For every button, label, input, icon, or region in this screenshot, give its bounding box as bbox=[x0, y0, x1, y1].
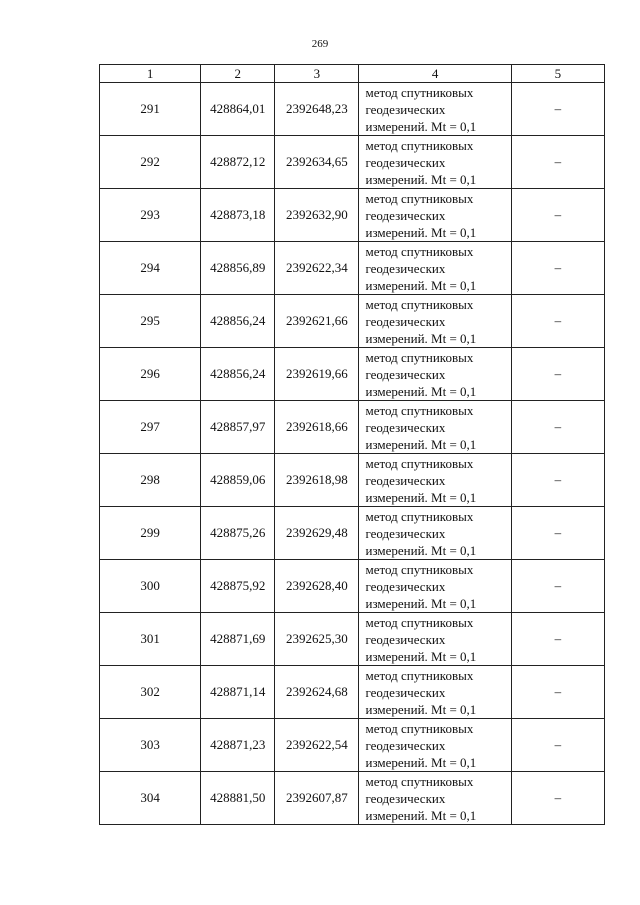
method-line: измерений. Mt = 0,1 bbox=[365, 701, 477, 717]
note-cell: – bbox=[511, 189, 604, 242]
point-number-cell: 299 bbox=[100, 507, 201, 560]
method-line: измерений. Mt = 0,1 bbox=[365, 224, 477, 240]
y-coordinate-cell: 2392621,66 bbox=[275, 295, 359, 348]
point-number-cell: 303 bbox=[100, 719, 201, 772]
method-line: геодезических bbox=[365, 313, 446, 329]
method-line: метод спутниковых bbox=[365, 561, 474, 577]
y-coordinate-cell: 2392618,66 bbox=[275, 401, 359, 454]
method-line: геодезических bbox=[365, 684, 446, 700]
method-line: геодезических bbox=[365, 737, 446, 753]
method-line: геодезических bbox=[365, 419, 446, 435]
table-row bbox=[100, 242, 605, 295]
x-coordinate-cell: 428875,92 bbox=[201, 560, 275, 613]
point-number-cell: 297 bbox=[100, 401, 201, 454]
method-line: измерений. Mt = 0,1 bbox=[365, 807, 477, 823]
method-line: метод спутниковых bbox=[365, 402, 474, 418]
x-coordinate-cell: 428881,50 bbox=[201, 772, 275, 825]
method-line: метод спутниковых bbox=[365, 190, 474, 206]
method-line: измерений. Mt = 0,1 bbox=[365, 277, 477, 293]
page-number: 269 bbox=[311, 38, 329, 50]
note-cell: – bbox=[511, 719, 604, 772]
point-number-cell: 292 bbox=[100, 136, 201, 189]
method-line: измерений. Mt = 0,1 bbox=[365, 489, 477, 505]
note-cell: – bbox=[511, 83, 604, 136]
y-coordinate-cell: 2392622,54 bbox=[275, 719, 359, 772]
note-cell: – bbox=[511, 772, 604, 825]
x-coordinate-cell: 428872,12 bbox=[201, 136, 275, 189]
method-line: метод спутниковых bbox=[365, 84, 474, 100]
method-line: метод спутниковых bbox=[365, 349, 474, 365]
method-line: измерений. Mt = 0,1 bbox=[365, 595, 477, 611]
x-coordinate-cell: 428857,97 bbox=[201, 401, 275, 454]
note-cell: – bbox=[511, 613, 604, 666]
method-cell bbox=[359, 348, 511, 401]
point-number-cell: 300 bbox=[100, 560, 201, 613]
y-coordinate-cell: 2392625,30 bbox=[275, 613, 359, 666]
table-row bbox=[100, 348, 605, 401]
method-line: геодезических bbox=[365, 154, 446, 170]
method-cell bbox=[359, 242, 511, 295]
table-row bbox=[100, 136, 605, 189]
table-row bbox=[100, 401, 605, 454]
method-line: метод спутниковых bbox=[365, 137, 474, 153]
method-cell bbox=[359, 454, 511, 507]
method-cell bbox=[359, 560, 511, 613]
method-line: метод спутниковых bbox=[365, 667, 474, 683]
method-line: метод спутниковых bbox=[365, 720, 474, 736]
note-cell: – bbox=[511, 560, 604, 613]
note-cell: – bbox=[511, 242, 604, 295]
method-line: метод спутниковых bbox=[365, 243, 474, 259]
method-cell bbox=[359, 507, 511, 560]
table-row bbox=[100, 772, 605, 825]
method-cell bbox=[359, 295, 511, 348]
y-coordinate-cell: 2392624,68 bbox=[275, 666, 359, 719]
method-line: измерений. Mt = 0,1 bbox=[365, 118, 477, 134]
method-cell bbox=[359, 83, 511, 136]
y-coordinate-cell: 2392632,90 bbox=[275, 189, 359, 242]
note-cell: – bbox=[511, 348, 604, 401]
method-line: геодезических bbox=[365, 207, 446, 223]
point-number-cell: 301 bbox=[100, 613, 201, 666]
method-line: метод спутниковых bbox=[365, 296, 474, 312]
table-row bbox=[100, 507, 605, 560]
column-header-2: 2 bbox=[201, 65, 275, 83]
method-line: метод спутниковых bbox=[365, 455, 474, 471]
table-row bbox=[100, 83, 605, 136]
x-coordinate-cell: 428864,01 bbox=[201, 83, 275, 136]
table-row bbox=[100, 454, 605, 507]
x-coordinate-cell: 428856,24 bbox=[201, 348, 275, 401]
y-coordinate-cell: 2392628,40 bbox=[275, 560, 359, 613]
coordinates-table bbox=[99, 64, 605, 825]
x-coordinate-cell: 428859,06 bbox=[201, 454, 275, 507]
point-number-cell: 291 bbox=[100, 83, 201, 136]
x-coordinate-cell: 428875,26 bbox=[201, 507, 275, 560]
table-header-row bbox=[100, 65, 605, 83]
method-cell bbox=[359, 136, 511, 189]
table-body bbox=[100, 83, 605, 825]
note-cell: – bbox=[511, 454, 604, 507]
method-line: измерений. Mt = 0,1 bbox=[365, 542, 477, 558]
method-line: геодезических bbox=[365, 790, 446, 806]
point-number-cell: 298 bbox=[100, 454, 201, 507]
method-line: геодезических bbox=[365, 578, 446, 594]
method-cell bbox=[359, 189, 511, 242]
method-line: геодезических bbox=[365, 472, 446, 488]
x-coordinate-cell: 428873,18 bbox=[201, 189, 275, 242]
table-row bbox=[100, 189, 605, 242]
method-cell bbox=[359, 719, 511, 772]
method-line: измерений. Mt = 0,1 bbox=[365, 330, 477, 346]
note-cell: – bbox=[511, 507, 604, 560]
method-cell bbox=[359, 401, 511, 454]
method-line: геодезических bbox=[365, 631, 446, 647]
method-cell bbox=[359, 772, 511, 825]
y-coordinate-cell: 2392622,34 bbox=[275, 242, 359, 295]
method-line: метод спутниковых bbox=[365, 773, 474, 789]
column-header-1: 1 bbox=[100, 65, 201, 83]
y-coordinate-cell: 2392607,87 bbox=[275, 772, 359, 825]
method-cell bbox=[359, 666, 511, 719]
table-row bbox=[100, 613, 605, 666]
column-header-5: 5 bbox=[511, 65, 604, 83]
y-coordinate-cell: 2392618,98 bbox=[275, 454, 359, 507]
y-coordinate-cell: 2392648,23 bbox=[275, 83, 359, 136]
note-cell: – bbox=[511, 666, 604, 719]
point-number-cell: 304 bbox=[100, 772, 201, 825]
method-line: измерений. Mt = 0,1 bbox=[365, 754, 477, 770]
x-coordinate-cell: 428871,69 bbox=[201, 613, 275, 666]
table-row bbox=[100, 666, 605, 719]
x-coordinate-cell: 428856,24 bbox=[201, 295, 275, 348]
point-number-cell: 302 bbox=[100, 666, 201, 719]
note-cell: – bbox=[511, 136, 604, 189]
table-row bbox=[100, 295, 605, 348]
note-cell: – bbox=[511, 295, 604, 348]
y-coordinate-cell: 2392634,65 bbox=[275, 136, 359, 189]
column-header-3: 3 bbox=[275, 65, 359, 83]
method-line: геодезических bbox=[365, 366, 446, 382]
column-header-4: 4 bbox=[359, 65, 511, 83]
method-line: измерений. Mt = 0,1 bbox=[365, 648, 477, 664]
method-line: метод спутниковых bbox=[365, 614, 474, 630]
y-coordinate-cell: 2392619,66 bbox=[275, 348, 359, 401]
method-line: геодезических bbox=[365, 260, 446, 276]
method-line: метод спутниковых bbox=[365, 508, 474, 524]
method-line: измерений. Mt = 0,1 bbox=[365, 171, 477, 187]
x-coordinate-cell: 428871,23 bbox=[201, 719, 275, 772]
method-line: геодезических bbox=[365, 101, 446, 117]
method-line: геодезических bbox=[365, 525, 446, 541]
point-number-cell: 295 bbox=[100, 295, 201, 348]
x-coordinate-cell: 428856,89 bbox=[201, 242, 275, 295]
note-cell: – bbox=[511, 401, 604, 454]
point-number-cell: 296 bbox=[100, 348, 201, 401]
method-cell bbox=[359, 613, 511, 666]
point-number-cell: 294 bbox=[100, 242, 201, 295]
y-coordinate-cell: 2392629,48 bbox=[275, 507, 359, 560]
method-line: измерений. Mt = 0,1 bbox=[365, 436, 477, 452]
method-line: измерений. Mt = 0,1 bbox=[365, 383, 477, 399]
table-row bbox=[100, 560, 605, 613]
table-row bbox=[100, 719, 605, 772]
point-number-cell: 293 bbox=[100, 189, 201, 242]
x-coordinate-cell: 428871,14 bbox=[201, 666, 275, 719]
